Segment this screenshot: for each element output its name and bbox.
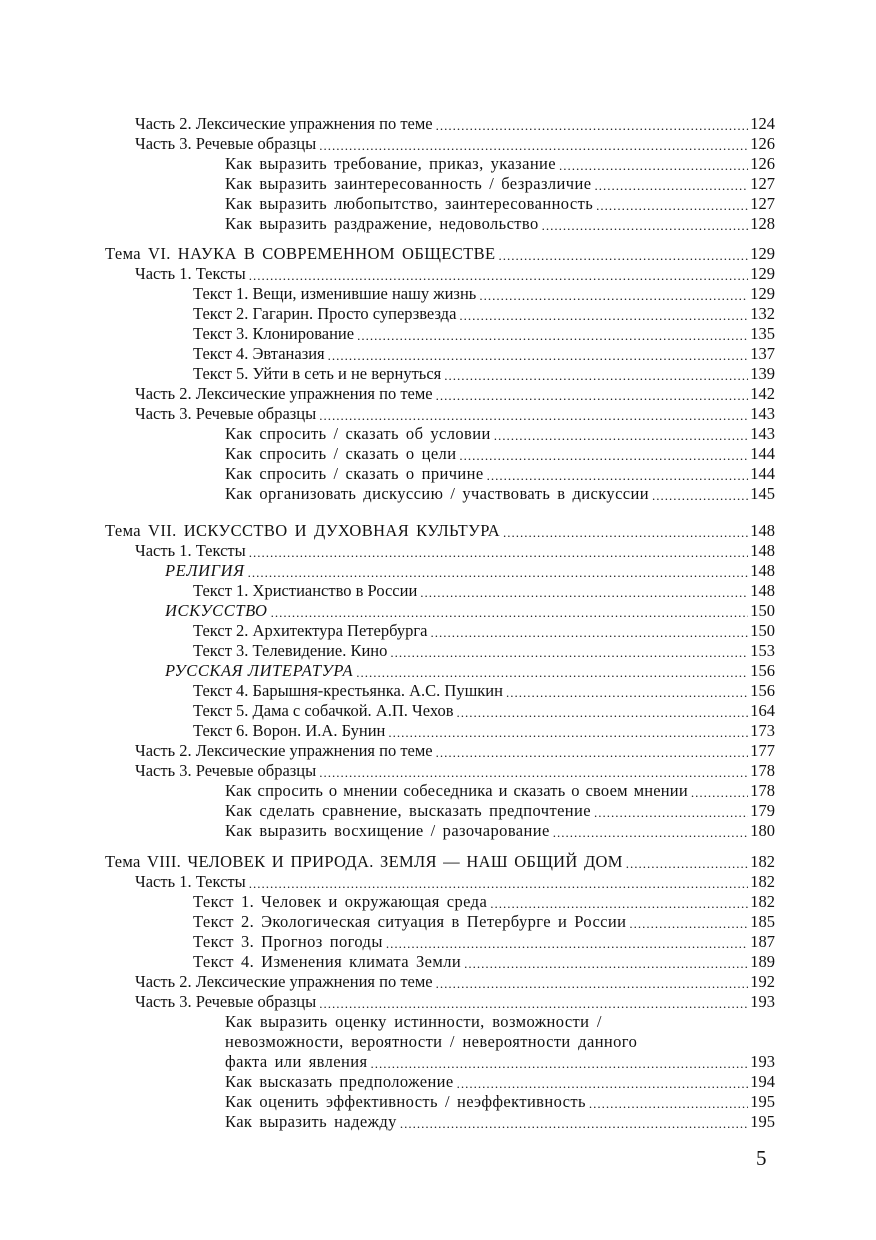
toc-entry-page: 124 xyxy=(750,114,775,133)
toc-entry-text: Как организовать дискуссию / участвовать в дискуссии xyxy=(225,484,649,503)
dot-leader xyxy=(457,1075,749,1092)
dot-leader xyxy=(386,935,748,952)
toc-entry[interactable] xyxy=(193,912,775,932)
toc-entry-page: 178 xyxy=(750,761,775,780)
dot-leader xyxy=(319,407,748,424)
toc-entry[interactable] xyxy=(193,892,775,912)
toc-entry-page: 129 xyxy=(750,284,775,303)
toc-entry[interactable] xyxy=(193,641,775,661)
toc-entry[interactable] xyxy=(135,992,775,1012)
toc-entry-text: Текст 2. Гагарин. Просто суперзвезда xyxy=(193,304,457,323)
toc-entry-text: Текст 3. Клонирование xyxy=(193,324,355,343)
toc-entry-page: 194 xyxy=(750,1072,775,1091)
dot-leader xyxy=(499,247,749,264)
toc-entry-page: 195 xyxy=(750,1092,775,1111)
toc-entry-text: Часть 2. Лексические упражнения по теме xyxy=(135,741,433,760)
toc-entry[interactable] xyxy=(135,761,775,781)
toc-entry[interactable] xyxy=(225,154,775,174)
dot-leader xyxy=(400,1115,748,1132)
toc-entry[interactable] xyxy=(225,174,775,194)
toc-entry-text: Как выразить любопытство, заинтересованность xyxy=(225,194,594,213)
dot-leader xyxy=(456,704,748,721)
toc-entry-page: 153 xyxy=(750,641,775,660)
dot-leader xyxy=(479,287,748,304)
toc-entry-text: Тема VII. ИСКУССТВО И ДУХОВНАЯ КУЛЬТУРА xyxy=(105,521,501,540)
toc-entry-text: Тема VIII. ЧЕЛОВЕК И ПРИРОДА. ЗЕМЛЯ — НАШ ОБЩИЙ ДОМ xyxy=(105,852,623,871)
toc-entry-text: Часть 3. Речевые образцы xyxy=(135,404,317,423)
dot-leader xyxy=(629,915,748,932)
dot-leader xyxy=(249,267,749,284)
dot-leader xyxy=(356,664,748,681)
toc-entry-page: 177 xyxy=(750,741,775,760)
dot-leader xyxy=(319,764,748,781)
toc-entry-text: Как спросить о мнении собеседника и сказать о своем мнении xyxy=(225,781,688,800)
dot-leader xyxy=(464,955,748,972)
toc-entry-page: 143 xyxy=(750,404,775,423)
toc-entry-page: 193 xyxy=(750,1052,775,1071)
dot-leader xyxy=(390,644,748,661)
toc-entry[interactable] xyxy=(225,781,775,801)
toc-entry-text: Текст 1. Христианство в России xyxy=(193,581,418,600)
toc-entry-text: Текст 4. Эвтаназия xyxy=(193,344,325,363)
toc-entry-page: 127 xyxy=(750,174,775,193)
toc-entry[interactable] xyxy=(165,561,775,581)
toc-entry-page: 179 xyxy=(750,801,775,820)
toc-entry-page: 178 xyxy=(750,781,775,800)
toc-entry[interactable] xyxy=(193,581,775,601)
toc-entry-page: 129 xyxy=(750,264,775,283)
toc-entry[interactable] xyxy=(225,214,775,234)
toc-entry[interactable] xyxy=(193,344,775,364)
toc-entry[interactable] xyxy=(135,972,775,992)
dot-leader xyxy=(430,624,748,641)
toc-entry-page: 148 xyxy=(750,541,775,560)
toc-entry-page: 156 xyxy=(750,681,775,700)
toc-entry-text: Часть 2. Лексические упражнения по теме xyxy=(135,114,433,133)
toc-entry-page: 144 xyxy=(750,444,775,463)
dot-leader xyxy=(370,1055,748,1072)
toc-entry-text: Часть 3. Речевые образцы xyxy=(135,134,317,153)
toc-entry-page: 187 xyxy=(750,932,775,951)
toc-entry[interactable] xyxy=(135,404,775,424)
toc-entry-page: 192 xyxy=(750,972,775,991)
toc-entry-page: 180 xyxy=(750,821,775,840)
dot-leader xyxy=(319,137,748,154)
toc-entry[interactable] xyxy=(225,464,775,484)
dot-leader xyxy=(436,744,749,761)
dot-leader xyxy=(594,177,748,194)
toc-entry-page: 127 xyxy=(750,194,775,213)
toc-entry-text: Как выразить восхищение / разочарование xyxy=(225,821,550,840)
dot-leader xyxy=(436,387,749,404)
toc-entry[interactable] xyxy=(135,134,775,154)
dot-leader xyxy=(459,307,748,324)
toc-entry[interactable] xyxy=(225,1052,775,1072)
toc-entry[interactable] xyxy=(225,424,775,444)
dot-leader xyxy=(459,447,748,464)
toc-entry-text: Часть 2. Лексические упражнения по теме xyxy=(135,384,433,403)
toc-entry[interactable] xyxy=(225,821,775,841)
dot-leader xyxy=(490,895,748,912)
toc-entry[interactable] xyxy=(135,114,775,134)
toc-entry[interactable] xyxy=(225,801,775,821)
toc-entry-page: 144 xyxy=(750,464,775,483)
toc-entry-text: Часть 1. Тексты xyxy=(135,264,246,283)
toc-entry-page: 126 xyxy=(750,134,775,153)
toc-entry-text: Текст 2. Архитектура Петербурга xyxy=(193,621,428,640)
toc-entry-page: 156 xyxy=(750,661,775,680)
toc-entry-text: Как спросить / сказать о причине xyxy=(225,464,484,483)
toc-entry-page: 193 xyxy=(750,992,775,1011)
toc-entry-text: Часть 3. Речевые образцы xyxy=(135,761,317,780)
toc-entry[interactable] xyxy=(165,601,775,621)
toc-entry-page: 173 xyxy=(750,721,775,740)
dot-leader xyxy=(626,855,749,872)
toc-entry[interactable] xyxy=(105,244,775,264)
toc-entry-text: Текст 3. Прогноз погоды xyxy=(193,932,383,951)
toc-entry-text: Как спросить / сказать о цели xyxy=(225,444,457,463)
dot-leader xyxy=(436,117,749,134)
toc-entry[interactable] xyxy=(225,1112,775,1132)
dot-leader xyxy=(691,784,748,801)
toc-entry-text: Часть 1. Тексты xyxy=(135,872,246,891)
toc-entry-text: Как высказать предположение xyxy=(225,1072,454,1091)
toc-entry-wrapped-line: невозможности, вероятности / невероятности данного xyxy=(225,1032,638,1051)
toc-entry-page: 137 xyxy=(750,344,775,363)
toc-entry-page: 189 xyxy=(750,952,775,971)
toc-entry[interactable] xyxy=(135,264,775,284)
toc-entry-text: Как выразить раздражение, недовольство xyxy=(225,214,539,233)
toc-entry-page: 164 xyxy=(750,701,775,720)
toc-entry-text: Как выразить требование, приказ, указание xyxy=(225,154,557,173)
toc-entry-text: Текст 3. Телевидение. Кино xyxy=(193,641,388,660)
toc-entry-text: Как выразить заинтересованность / безразличие xyxy=(225,174,592,193)
dot-leader xyxy=(388,724,748,741)
toc-entry-text: Тема VI. НАУКА В СОВРЕМЕННОМ ОБЩЕСТВЕ xyxy=(105,244,496,263)
toc-entry[interactable] xyxy=(193,304,775,324)
toc-entry-text: факта или явления xyxy=(225,1052,368,1071)
toc-entry-page: 185 xyxy=(750,912,775,931)
toc-entry-text: Часть 3. Речевые образцы xyxy=(135,992,317,1011)
toc-entry-page: 150 xyxy=(750,621,775,640)
toc-entry[interactable] xyxy=(225,1072,775,1092)
dot-leader xyxy=(249,544,749,561)
toc-entry-text: Текст 4. Изменения климата Земли xyxy=(193,952,462,971)
toc-entry[interactable] xyxy=(193,284,775,304)
dot-leader xyxy=(652,487,748,504)
dot-leader xyxy=(589,1095,748,1112)
toc-entry-page: 148 xyxy=(750,561,775,580)
toc-entry-text: Текст 5. Уйти в сеть и не вернуться xyxy=(193,364,442,383)
toc-entry[interactable] xyxy=(135,541,775,561)
dot-leader xyxy=(357,327,748,344)
toc-entry-page: 145 xyxy=(750,484,775,503)
toc-entry-page: 126 xyxy=(750,154,775,173)
toc-entry-page: 148 xyxy=(750,581,775,600)
dot-leader xyxy=(596,197,748,214)
dot-leader xyxy=(594,804,748,821)
toc-entry[interactable] xyxy=(193,364,775,384)
toc-entry-text: Как оценить эффективность / неэффективность xyxy=(225,1092,586,1111)
toc-entry[interactable] xyxy=(225,444,775,464)
toc-entry-page: 142 xyxy=(750,384,775,403)
dot-leader xyxy=(503,524,748,541)
toc-entry[interactable] xyxy=(193,701,775,721)
toc-entry-text: Текст 2. Экологическая ситуация в Петербурге и России xyxy=(193,912,627,931)
dot-leader xyxy=(494,427,749,444)
toc-entry[interactable] xyxy=(193,952,775,972)
dot-leader xyxy=(420,584,748,601)
toc-entry-page: 135 xyxy=(750,324,775,343)
toc-entry[interactable] xyxy=(135,741,775,761)
toc-entry[interactable] xyxy=(225,194,775,214)
toc-entry-page: 129 xyxy=(750,244,775,263)
toc-entry-text: Текст 1. Человек и окружающая среда xyxy=(193,892,488,911)
toc-entry[interactable] xyxy=(193,621,775,641)
toc-entry[interactable] xyxy=(225,1092,775,1112)
toc-entry-page: 139 xyxy=(750,364,775,383)
toc-entry-text: РЕЛИГИЯ xyxy=(165,561,245,580)
dot-leader xyxy=(487,467,749,484)
dot-leader xyxy=(542,217,749,234)
toc-entry[interactable] xyxy=(225,484,775,504)
toc-entry-wrapped-line: Как выразить оценку истинности, возможности / xyxy=(225,1012,602,1031)
toc-entry-text: Как спросить / сказать об условии xyxy=(225,424,491,443)
dot-leader xyxy=(271,604,749,621)
toc-entry-text: Текст 6. Ворон. И.А. Бунин xyxy=(193,721,386,740)
toc-entry[interactable] xyxy=(165,661,775,681)
dot-leader xyxy=(319,995,748,1012)
toc-entry[interactable] xyxy=(193,681,775,701)
dot-leader xyxy=(559,157,748,174)
toc-entry-page: 150 xyxy=(750,601,775,620)
toc-entry-text: РУССКАЯ ЛИТЕРАТУРА xyxy=(165,661,354,680)
toc-entry-text: Часть 1. Тексты xyxy=(135,541,246,560)
dot-leader xyxy=(249,875,749,892)
toc-entry-text: Текст 4. Барышня-крестьянка. А.С. Пушкин xyxy=(193,681,503,700)
dot-leader xyxy=(444,367,748,384)
toc-entry[interactable] xyxy=(193,721,775,741)
page-number: 5 xyxy=(756,1146,767,1170)
toc-entry-text: Как выразить надежду xyxy=(225,1112,397,1131)
dot-leader xyxy=(436,975,749,992)
dot-leader xyxy=(506,684,748,701)
toc-entry-page: 143 xyxy=(750,424,775,443)
toc-entry-page: 182 xyxy=(750,872,775,891)
toc-entry-page: 148 xyxy=(750,521,775,540)
toc-entry-page: 132 xyxy=(750,304,775,323)
toc-entry-page: 182 xyxy=(750,892,775,911)
dot-leader xyxy=(248,564,749,581)
toc-entry-page: 128 xyxy=(750,214,775,233)
toc-entry[interactable] xyxy=(193,932,775,952)
toc-entry-text: Текст 1. Вещи, изменившие нашу жизнь xyxy=(193,284,477,303)
toc-entry-text: Как сделать сравнение, высказать предпочтение xyxy=(225,801,591,820)
dot-leader xyxy=(553,824,749,841)
toc-entry[interactable] xyxy=(105,521,775,541)
toc-entry-text: Часть 2. Лексические упражнения по теме xyxy=(135,972,433,991)
toc-entry-page: 182 xyxy=(750,852,775,871)
toc-entry[interactable] xyxy=(135,384,775,404)
toc-entry[interactable] xyxy=(105,852,775,872)
toc-entry-page: 195 xyxy=(750,1112,775,1131)
toc-entry-text: Текст 5. Дама с собачкой. А.П. Чехов xyxy=(193,701,454,720)
toc-entry[interactable] xyxy=(135,872,775,892)
toc-entry-text: ИСКУССТВО xyxy=(165,601,268,620)
dot-leader xyxy=(328,347,749,364)
toc-entry[interactable] xyxy=(193,324,775,344)
